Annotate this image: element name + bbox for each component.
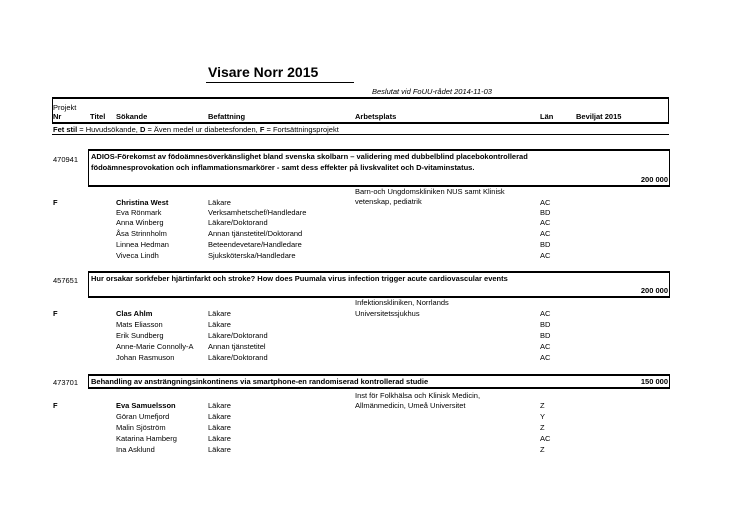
applicant-lan: Z bbox=[540, 423, 545, 432]
project-workplace-line1: Infektionskliniken, Norrlands bbox=[355, 298, 449, 307]
project-workplace-line2: vetenskap, pediatrik bbox=[355, 197, 422, 206]
applicant-role: Läkare bbox=[208, 434, 231, 443]
applicant-lan: AC bbox=[540, 229, 551, 238]
project-workplace-line2: Allmänmedicin, Umeå Universitet bbox=[355, 401, 466, 410]
applicant-role: Läkare bbox=[208, 198, 231, 207]
applicant-name: Linnea Hedman bbox=[116, 240, 169, 249]
header-beviljat: Beviljat 2015 bbox=[576, 112, 622, 121]
applicant-name: Mats Eliasson bbox=[116, 320, 163, 329]
applicant-lan: BD bbox=[540, 240, 551, 249]
applicant-lan: AC bbox=[540, 353, 551, 362]
applicant-lan: AC bbox=[540, 309, 551, 318]
project-title: Hur orsakar sorkfeber hjärtinfarkt och stroke? How does Puumala virus infection trigger acute cardiovascular events bbox=[91, 274, 508, 283]
header-befattning: Befattning bbox=[208, 112, 246, 121]
applicant-role: Läkare bbox=[208, 423, 231, 432]
applicant-name: Eva Rönmark bbox=[116, 208, 162, 217]
applicant-name: Katarina Hamberg bbox=[116, 434, 177, 443]
title-underline bbox=[206, 82, 354, 83]
applicant-name: Åsa Strinnholm bbox=[116, 229, 167, 238]
decision-note: Beslutat vid FoUU-rådet 2014-11-03 bbox=[372, 87, 492, 96]
header-sokande: Sökande bbox=[116, 112, 148, 121]
project-amount: 200 000 bbox=[640, 175, 668, 184]
legend-divider bbox=[52, 134, 669, 135]
project-flag: F bbox=[53, 401, 58, 410]
header-nr: Nr bbox=[53, 112, 62, 121]
applicant-role: Annan tjänstetitel bbox=[208, 342, 266, 351]
applicant-lan: AC bbox=[540, 434, 551, 443]
legend-f-text: = Fortsättningsprojekt bbox=[264, 125, 339, 134]
legend-fet-key: Fet stil bbox=[53, 125, 78, 134]
header-titel: Titel bbox=[90, 112, 106, 121]
project-workplace-line1: Inst för Folkhälsa och Klinisk Medicin, bbox=[355, 391, 481, 400]
applicant-role: Verksamhetschef/Handledare bbox=[208, 208, 307, 217]
applicant-lan: BD bbox=[540, 208, 551, 217]
applicant-role: Läkare/Doktorand bbox=[208, 218, 268, 227]
applicant-lan: AC bbox=[540, 198, 551, 207]
applicant-name: Malin Sjöström bbox=[116, 423, 166, 432]
applicant-role: Läkare bbox=[208, 309, 231, 318]
legend bbox=[53, 125, 339, 134]
header-lan: Län bbox=[540, 112, 554, 121]
applicant-name: Anne-Marie Connolly-A bbox=[116, 342, 194, 351]
applicant-role: Läkare/Doktorand bbox=[208, 353, 268, 362]
applicant-lan: BD bbox=[540, 331, 551, 340]
project-title: ADIOS-Förekomst av födoämnesöverkänslighet bland svenska skolbarn – validering med dubbelblind placebokontrollerad födoämnesprovokation och inflammationsmarkörer - samt dess effekter på livskvalitet och D-vitaminstatus. bbox=[91, 152, 528, 172]
project-title: Behandling av ansträngningsinkontinens via smartphone-en randomiserad kontrollerad studie bbox=[91, 377, 429, 386]
applicant-lan: Z bbox=[540, 401, 545, 410]
project-amount: 150 000 bbox=[640, 377, 668, 386]
header-arbetsplats: Arbetsplats bbox=[355, 112, 397, 121]
applicant-lan: BD bbox=[540, 320, 551, 329]
applicant-lan: Y bbox=[540, 412, 546, 421]
page-title: Visare Norr 2015 bbox=[208, 64, 319, 80]
project-amount: 200 000 bbox=[640, 286, 668, 295]
applicant-name: Erik Sundberg bbox=[116, 331, 164, 340]
applicant-role: Annan tjänstetitel/Doktorand bbox=[208, 229, 303, 238]
project-nr: 470941 bbox=[53, 155, 79, 164]
applicant-role: Läkare/Doktorand bbox=[208, 331, 268, 340]
applicant-role: Läkare bbox=[208, 445, 231, 454]
applicant-name: Göran Umefjord bbox=[116, 412, 170, 421]
legend-fet-text: = Huvudsökande, bbox=[77, 125, 140, 134]
legend-f-key: F bbox=[259, 125, 265, 134]
applicant-name: Eva Samuelsson bbox=[116, 401, 176, 410]
applicant-lan: Z bbox=[540, 445, 545, 454]
project-flag: F bbox=[53, 198, 58, 207]
applicant-role: Läkare bbox=[208, 401, 231, 410]
applicant-lan: AC bbox=[540, 342, 551, 351]
applicant-lan: AC bbox=[540, 251, 551, 260]
project-nr: 473701 bbox=[53, 378, 79, 387]
applicant-name: Christina West bbox=[116, 198, 169, 207]
applicant-name: Johan Rasmuson bbox=[116, 353, 175, 362]
legend-d-text: = Även medel ur diabetesfonden, bbox=[145, 125, 260, 134]
applicant-name: Anna Winberg bbox=[116, 218, 164, 227]
applicant-name: Ina Asklund bbox=[116, 445, 155, 454]
applicant-name: Viveca Lindh bbox=[116, 251, 159, 260]
applicant-role: Läkare bbox=[208, 412, 231, 421]
legend-d-key: D bbox=[139, 125, 146, 134]
applicant-role: Sjuksköterska/Handledare bbox=[208, 251, 296, 260]
project-nr: 457651 bbox=[53, 276, 79, 285]
project-flag: F bbox=[53, 309, 58, 318]
header-projekt: Projekt bbox=[53, 103, 77, 112]
project-workplace-line2: Universitetssjukhus bbox=[355, 309, 420, 318]
applicant-lan: AC bbox=[540, 218, 551, 227]
applicant-name: Clas Ahlm bbox=[116, 309, 153, 318]
applicant-role: Beteendevetare/Handledare bbox=[208, 240, 302, 249]
applicant-role: Läkare bbox=[208, 320, 231, 329]
project-workplace-line1: Barn-och Ungdomskliniken NUS samt Klinisk bbox=[355, 187, 505, 196]
